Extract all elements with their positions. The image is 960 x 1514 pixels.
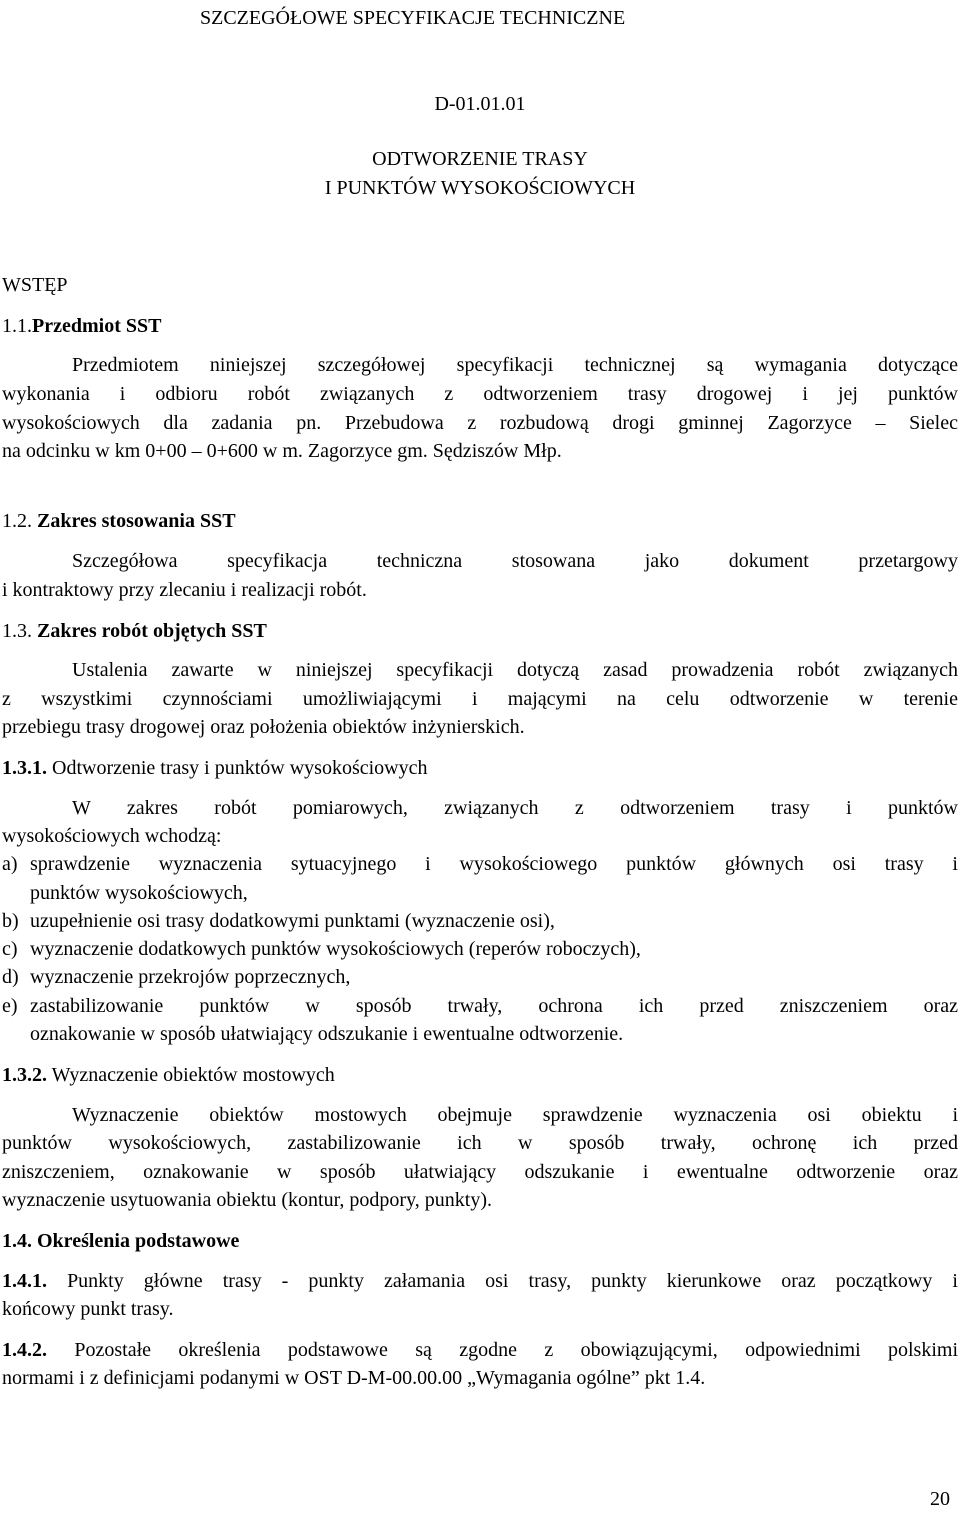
list-item-text: uzupełnienie osi trasy dodatkowymi punktami (wyznaczenie osi),	[30, 910, 555, 932]
paragraph-line: wykonania i odbioru robót związanych z odtworzeniem trasy drogowej i jej punktów	[2, 383, 958, 405]
paragraph-line: zniszczeniem, oznakowanie w sposób ułatwiający odszukanie i ewentualne odtworzenie oraz	[2, 1161, 958, 1183]
paragraph-line: z wszystkimi czynnościami umożliwiającymi i mającymi na celu odtworzenie w terenie	[2, 688, 958, 710]
definition-1-4-1: 1.4.1. Punkty główne trasy - punkty załamania osi trasy, punkty kierunkowe oraz początkowy i	[2, 1270, 958, 1292]
page-number: 20	[930, 1488, 950, 1510]
document-title: SZCZEGÓŁOWE SPECYFIKACJE TECHNICZNE	[200, 7, 626, 29]
definition-1-4-2: 1.4.2. Pozostałe określenia podstawowe są zgodne z obowiązującymi, odpowiednimi polskimi	[2, 1339, 959, 1361]
section-heading-1-3-1: 1.3.1. Odtworzenie trasy i punktów wysokościowych	[2, 757, 428, 779]
list-item-text: oznakowanie w sposób ułatwiający odszukanie i ewentualne odtworzenie.	[30, 1023, 624, 1045]
list-item-marker: a)	[2, 853, 18, 875]
paragraph-line: normami i z definicjami podanymi w OST D-M-00.00.00 „Wymagania ogólne” pkt 1.4.	[2, 1367, 706, 1389]
paragraph-line: końcowy punkt trasy.	[2, 1298, 174, 1320]
list-item-marker: e)	[2, 995, 18, 1017]
paragraph-line: wysokościowych wchodzą:	[2, 825, 222, 847]
list-item-marker: c)	[2, 938, 18, 960]
paragraph-line: wysokościowych dla zadania pn. Przebudowa z rozbudową drogi gminnej Zagorzyce – Sielec	[2, 412, 958, 434]
paragraph-line: na odcinku w km 0+00 – 0+600 w m. Zagorzyce gm. Sędziszów Młp.	[2, 440, 562, 462]
list-item-text: wyznaczenie dodatkowych punktów wysokościowych (reperów roboczych),	[30, 938, 641, 960]
paragraph-line: wyznaczenie usytuowania obiektu (kontur, podpory, punkty).	[2, 1189, 492, 1211]
spec-subtitle-1: ODTWORZENIE TRASY	[372, 148, 588, 170]
paragraph-line: Wyznaczenie obiektów mostowych obejmuje sprawdzenie wyznaczenia osi obiektu i	[72, 1104, 958, 1126]
spec-subtitle-2: I PUNKTÓW WYSOKOŚCIOWYCH	[324, 177, 636, 199]
paragraph-line: Ustalenia zawarte w niniejszej specyfikacji dotyczą zasad prowadzenia robót związanych	[72, 659, 958, 681]
section-heading-1-4: 1.4. Określenia podstawowe	[2, 1230, 240, 1252]
list-item-text: zastabilizowanie punktów w sposób trwały, ochrona ich przed zniszczeniem oraz	[30, 995, 958, 1017]
paragraph-line: Przedmiotem niniejszej szczegółowej specyfikacji technicznej są wymagania dotyczące	[72, 354, 958, 376]
list-item-text: wyznaczenie przekrojów poprzecznych,	[30, 966, 351, 988]
spec-code: D-01.01.01	[434, 93, 526, 115]
paragraph-line: punktów wysokościowych, zastabilizowanie ich w sposób trwały, ochronę ich przed	[2, 1132, 958, 1154]
list-item-marker: b)	[2, 910, 19, 932]
section-heading-1-3: 1.3. Zakres robót objętych SST	[2, 620, 267, 642]
section-heading-1-2: 1.2. Zakres stosowania SST	[2, 510, 236, 532]
list-item-text: sprawdzenie wyznaczenia sytuacyjnego i wysokościowego punktów głównych osi trasy i	[30, 853, 958, 875]
section-heading-intro: WSTĘP	[2, 274, 68, 296]
paragraph-line: Szczegółowa specyfikacja techniczna stosowana jako dokument przetargowy	[72, 550, 958, 572]
paragraph-line: i kontraktowy przy zlecaniu i realizacji robót.	[2, 579, 367, 601]
list-item-text: punktów wysokościowych,	[30, 882, 248, 904]
paragraph-line: przebiegu trasy drogowej oraz położenia obiektów inżynierskich.	[2, 716, 525, 738]
section-heading-1-1: 1.1.Przedmiot SST	[2, 315, 162, 337]
list-item-marker: d)	[2, 966, 19, 988]
paragraph-line: W zakres robót pomiarowych, związanych z odtworzeniem trasy i punktów	[72, 797, 958, 819]
section-heading-1-3-2: 1.3.2. Wyznaczenie obiektów mostowych	[2, 1064, 335, 1086]
